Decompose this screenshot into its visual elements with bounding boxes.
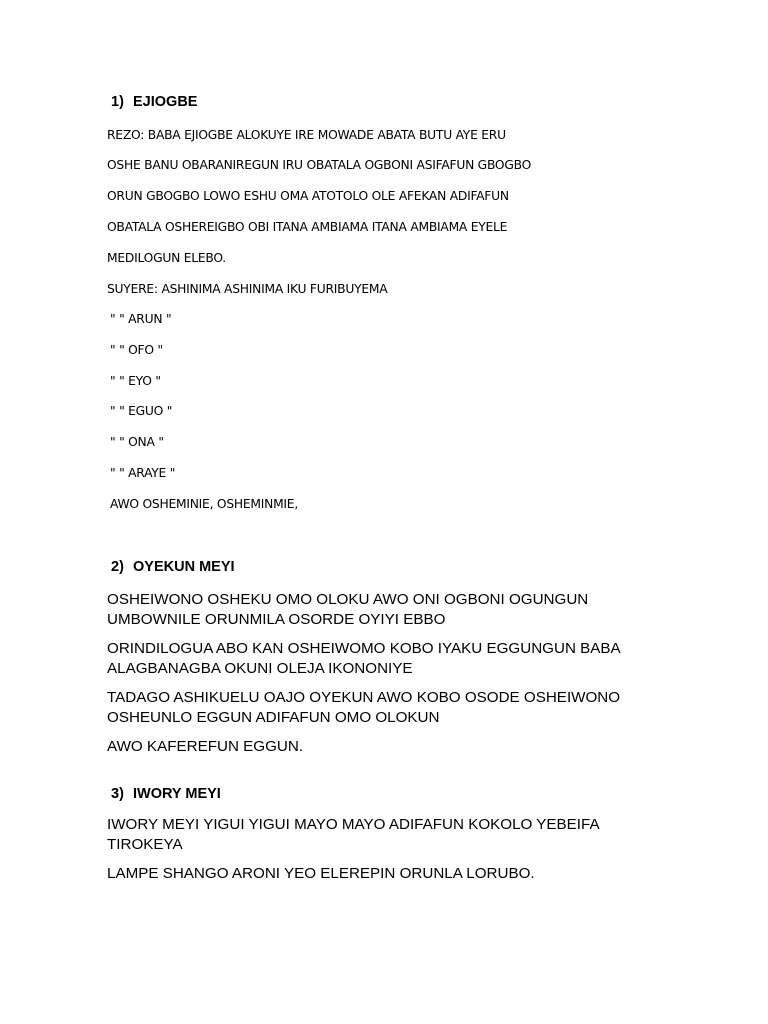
- section-2-heading: [111, 559, 235, 575]
- section-1-line-4: OBATALA OSHEREIGBO OBI ITANA AMBIAMA ITANA AMBIAMA EYELE: [107, 220, 508, 234]
- section-1-line-6: SUYERE: ASHINIMA ASHINIMA IKU FURIBUYEMA: [107, 282, 388, 296]
- section-1-line-8: " " OFO ": [110, 343, 163, 357]
- section-1-line-2: OSHE BANU OBARANIREGUN IRU OBATALA OGBONI ASIFAFUN GBOGBO: [107, 158, 532, 172]
- section-1-line-1: REZO: BABA EJIOGBE ALOKUYE IRE MOWADE ABATA BUTU AYE ERU: [107, 128, 506, 142]
- section-3-paragraph-1: IWORY MEYI YIGUI YIGUI MAYO MAYO ADIFAFUN KOKOLO YEBEIFA TIROKEYA: [107, 816, 599, 853]
- section-1-line-5: MEDILOGUN ELEBO.: [107, 251, 226, 265]
- section-2-paragraph-3: TADAGO ASHIKUELU OAJO OYEKUN AWO KOBO OSODE OSHEIWONO OSHEUNLO EGGUN ADIFAFUN OMO OLOKUN: [107, 689, 621, 726]
- section-1-line-7: " " ARUN ": [110, 312, 172, 326]
- section-1-line-13: AWO OSHEMINIE, OSHEMINMIE,: [110, 497, 298, 511]
- section-1-line-9: " " EYO ": [110, 374, 161, 388]
- section-3-heading: [111, 786, 221, 802]
- section-2-paragraph-4: AWO KAFEREFUN EGGUN.: [107, 738, 304, 755]
- section-1-line-10: " " EGUO ": [110, 404, 173, 418]
- section-1-heading: [111, 94, 197, 110]
- section-1-line-11: " " ONA ": [110, 435, 164, 449]
- section-3-number: 3): [111, 786, 124, 802]
- section-1-number: 1): [111, 94, 124, 110]
- section-2-title: OYEKUN MEYI: [133, 559, 235, 575]
- section-2-number: 2): [111, 559, 124, 575]
- section-1-title: EJIOGBE: [133, 94, 198, 110]
- section-2-paragraph-1: OSHEIWONO OSHEKU OMO OLOKU AWO ONI OGBONI OGUNGUN UMBOWNILE ORUNMILA OSORDE OYIYI EBBO: [107, 591, 589, 628]
- section-3-title: IWORY MEYI: [133, 786, 221, 802]
- section-2-paragraph-2: ORINDILOGUA ABO KAN OSHEIWOMO KOBO IYAKU EGGUNGUN BABA ALAGBANAGBA OKUNI OLEJA IKONONIYE: [107, 640, 620, 677]
- section-1-line-12: " " ARAYE ": [110, 466, 176, 480]
- section-1-line-3: ORUN GBOGBO LOWO ESHU OMA ATOTOLO OLE AFEKAN ADIFAFUN: [107, 189, 509, 203]
- section-3-paragraph-2: LAMPE SHANGO ARONI YEO ELEREPIN ORUNLA LORUBO.: [107, 865, 535, 882]
